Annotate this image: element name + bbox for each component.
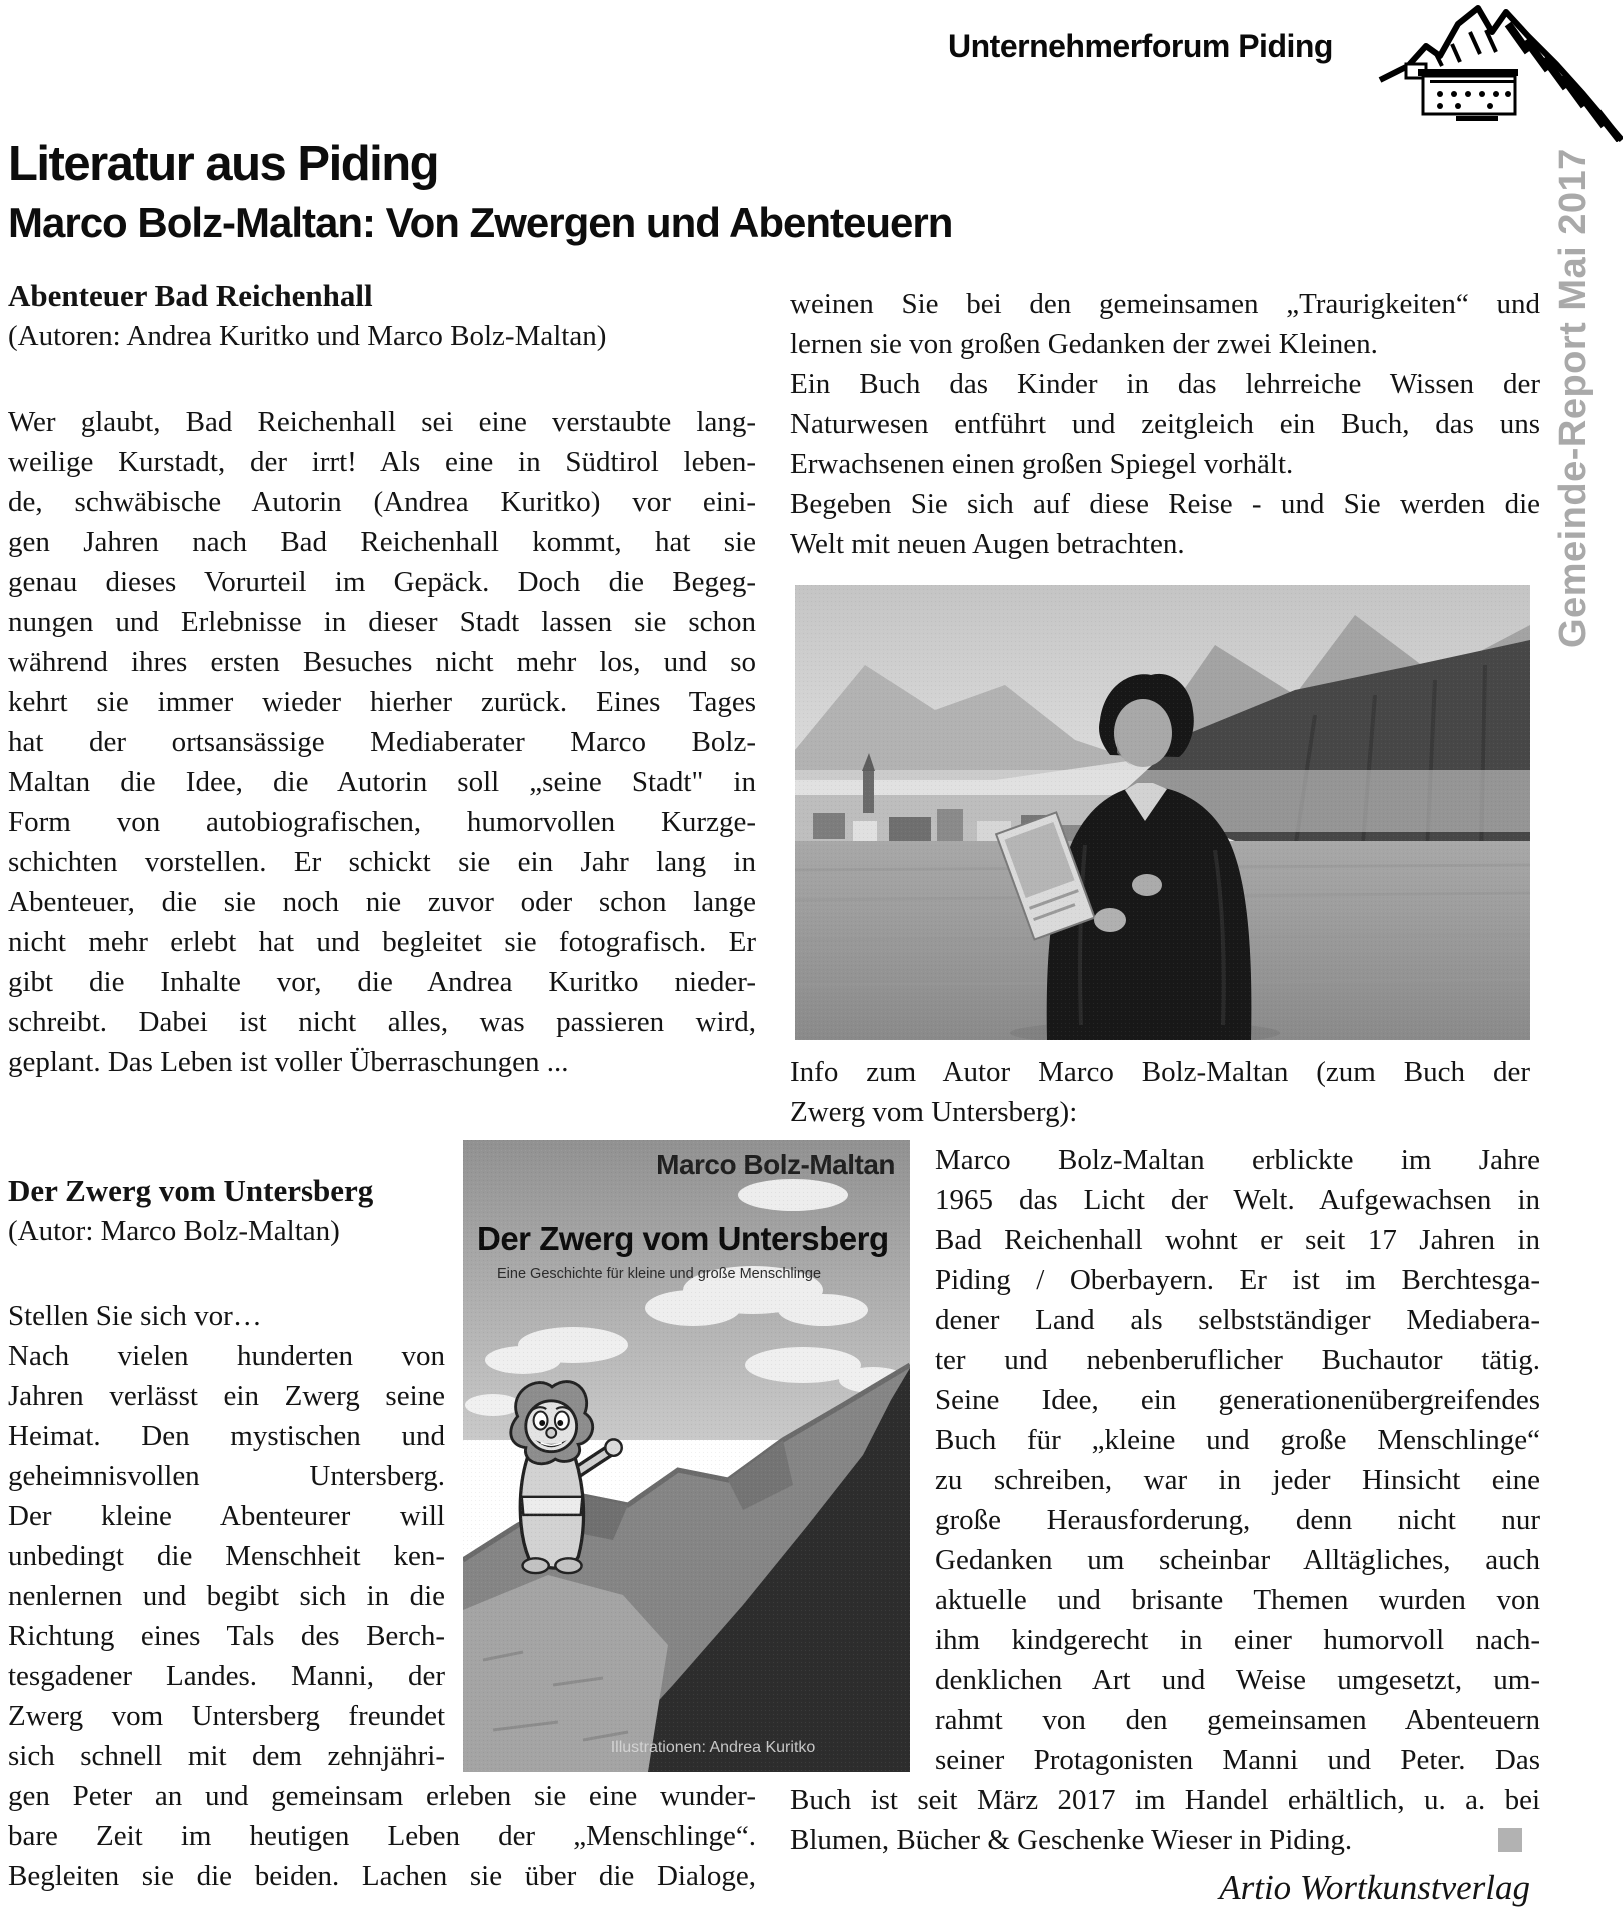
text-line: Info zum Autor Marco Bolz-Maltan (zum Buch der: [790, 1056, 1530, 1088]
right-para2-tail: Erwachsenen einen großen Spiegel vorhält.: [790, 448, 1294, 480]
right-bottom-lines: [790, 1780, 1540, 1820]
narrow-intro-line: Stellen Sie sich vor…: [8, 1300, 262, 1332]
text-line: Begleiten sie die beiden. Lachen sie über die Dialoge,: [8, 1860, 756, 1892]
text-line: dener Land als selbstständiger Mediabera-: [935, 1304, 1540, 1336]
text-line: nicht mehr erlebt hat und begleitet sie fotografisch. Er: [8, 926, 756, 958]
text-line: hat der ortsansässige Mediaberater Marco Bolz-: [8, 726, 756, 758]
right-last-line-text: Blumen, Bücher & Geschenke Wieser in Piding.: [790, 1824, 1353, 1856]
page-title: Literatur aus Piding: [8, 137, 439, 191]
right-bottom-paragraph: [790, 1780, 1540, 1860]
photo-caption-lines: [790, 1052, 1530, 1092]
text-line: Richtung eines Tals des Berch-: [8, 1620, 445, 1652]
text-line: Form von autobiografischen, humorvollen Kurzge-: [8, 806, 756, 838]
text-line: Zwerg vom Untersberg freundet: [8, 1700, 445, 1732]
text-line: Gedanken um scheinbar Alltägliches, auch: [935, 1544, 1540, 1576]
text-line: nenlernen und begibt sich in die: [8, 1580, 445, 1612]
text-line: Begeben Sie sich auf diese Reise - und Sie werden die: [790, 488, 1540, 520]
narrow-paragraph-lines: [8, 1336, 445, 1776]
right-indented-lines: [935, 1140, 1540, 1780]
edition-vertical-label: Gemeinde-Report Mai 2017: [1552, 148, 1594, 648]
text-line: ihm kindgerecht in einer humorvoll nach-: [935, 1624, 1540, 1656]
right-para3-lines: [790, 484, 1540, 524]
text-line: nungen und Erlebnisse in dieser Stadt lassen sie schon: [8, 606, 756, 638]
text-line: ter und nebenberuflicher Buchautor tätig.: [935, 1344, 1540, 1376]
text-line: aktuelle und brisante Themen wurden von: [935, 1584, 1540, 1616]
text-line: rahmt von den gemeinsamen Abenteuern: [935, 1704, 1540, 1736]
text-line: gen Peter an und gemeinsam erleben sie eine wunder-: [8, 1780, 756, 1812]
end-marker: [1498, 1828, 1522, 1852]
section-heading-abenteuer: Abenteuer Bad Reichenhall: [8, 278, 373, 313]
text-line: sich schnell mit dem zehnjähri-: [8, 1740, 445, 1772]
author-photo: [795, 585, 1530, 1040]
text-line: weilige Kurstadt, der irrt! Als eine in Südtirol leben-: [8, 446, 756, 478]
text-line: tesgadener Landes. Manni, der: [8, 1660, 445, 1692]
text-line: Bad Reichenhall wohnt er seit 17 Jahren in: [935, 1224, 1540, 1256]
text-line: weinen Sie bei den gemeinsamen „Traurigkeiten“ und: [790, 288, 1540, 320]
publisher-credit: Artio Wortkunstverlag: [1219, 1868, 1530, 1907]
text-line: zu schreiben, war in jeder Hinsicht eine: [935, 1464, 1540, 1496]
right-para1-tail: lernen sie von großen Gedanken der zwei Kleinen.: [790, 328, 1378, 360]
section-byline-abenteuer: (Autoren: Andrea Kuritko und Marco Bolz-Maltan): [8, 320, 607, 352]
photo-caption-tail: Zwerg vom Untersberg):: [790, 1096, 1078, 1128]
text-line: Der kleine Abenteurer will: [8, 1500, 445, 1532]
text-line: schichten vorstellen. Er schickt sie ein Jahr lang in: [8, 846, 756, 878]
page-subtitle: Marco Bolz-Maltan: Von Zwergen und Abenteuern: [8, 199, 953, 246]
photo-caption: [790, 1052, 1530, 1132]
text-line: kehrt sie immer wieder hierher zurück. Eines Tages: [8, 686, 756, 718]
right-para1-lines: [790, 284, 1540, 324]
text-line: schreibt. Dabei ist nicht alles, was passieren wird,: [8, 1006, 756, 1038]
mountain-logo-icon: [1378, 2, 1623, 142]
text-line: Buch ist seit März 2017 im Handel erhältlich, u. a. bei: [790, 1784, 1540, 1816]
mountain-logo: [1378, 2, 1623, 142]
text-line: unbedingt die Menschheit ken-: [8, 1540, 445, 1572]
text-line: Buch für „kleine und große Menschlinge“: [935, 1424, 1540, 1456]
text-line: seiner Protagonisten Manni und Peter. Das: [935, 1744, 1540, 1776]
text-line: während ihres ersten Besuches nicht mehr los, und so: [8, 646, 756, 678]
text-line: große Herausforderung, denn nicht nur: [935, 1504, 1540, 1536]
text-line: geheimnisvollen Untersberg.: [8, 1460, 445, 1492]
left-paragraph-lines: [8, 402, 756, 1042]
left-paragraph: [8, 402, 756, 1082]
text-line: genau dieses Vorurteil im Gepäck. Doch die Begeg-: [8, 566, 756, 598]
text-line: Seine Idee, ein generationenübergreifendes: [935, 1384, 1540, 1416]
text-line: Jahren verlässt ein Zwerg seine: [8, 1380, 445, 1412]
text-line: Abenteuer, die sie noch nie zuvor oder schon lange: [8, 886, 756, 918]
section-heading-zwerg: Der Zwerg vom Untersberg: [8, 1173, 374, 1208]
text-line: de, schwäbische Autorin (Andrea Kuritko) vor eini-: [8, 486, 756, 518]
text-line: Piding / Oberbayern. Er ist im Berchtesga-: [935, 1264, 1540, 1296]
header-org-label: Unternehmerforum Piding: [948, 28, 1333, 64]
text-line: 1965 das Licht der Welt. Aufgewachsen in: [935, 1184, 1540, 1216]
narrow-paragraph: [8, 1336, 445, 1776]
text-line: gen Jahren nach Bad Reichenhall kommt, hat sie: [8, 526, 756, 558]
right-para2-lines: [790, 364, 1540, 444]
section-byline-zwerg: (Autor: Marco Bolz-Maltan): [8, 1215, 340, 1247]
left-bottom-paragraph: [8, 1776, 756, 1896]
text-line: denklichen Art und Weise umgesetzt, um-: [935, 1664, 1540, 1696]
right-last-line: [790, 1820, 1540, 1860]
left-bottom-lines: [8, 1776, 756, 1896]
left-paragraph-tail: geplant. Das Leben ist voller Überraschungen ...: [8, 1046, 569, 1078]
text-line: Naturwesen entführt und zeitgleich ein Buch, das uns: [790, 408, 1540, 440]
text-line: bare Zeit im heutigen Leben der „Menschlinge“.: [8, 1820, 756, 1852]
text-line: Nach vielen hunderten von: [8, 1340, 445, 1372]
book-cover-image: [463, 1140, 910, 1772]
text-line: gibt die Inhalte vor, die Andrea Kuritko nieder-: [8, 966, 756, 998]
right-para3-tail: Welt mit neuen Augen betrachten.: [790, 528, 1185, 560]
right-top-paragraphs: [790, 284, 1540, 564]
text-line: Maltan die Idee, die Autorin soll „seine Stadt" in: [8, 766, 756, 798]
text-line: Ein Buch das Kinder in das lehrreiche Wissen der: [790, 368, 1540, 400]
right-indented-paragraph: [935, 1140, 1540, 1780]
text-line: Wer glaubt, Bad Reichenhall sei eine verstaubte lang-: [8, 406, 756, 438]
text-line: Marco Bolz-Maltan erblickte im Jahre: [935, 1144, 1540, 1176]
text-line: Heimat. Den mystischen und: [8, 1420, 445, 1452]
